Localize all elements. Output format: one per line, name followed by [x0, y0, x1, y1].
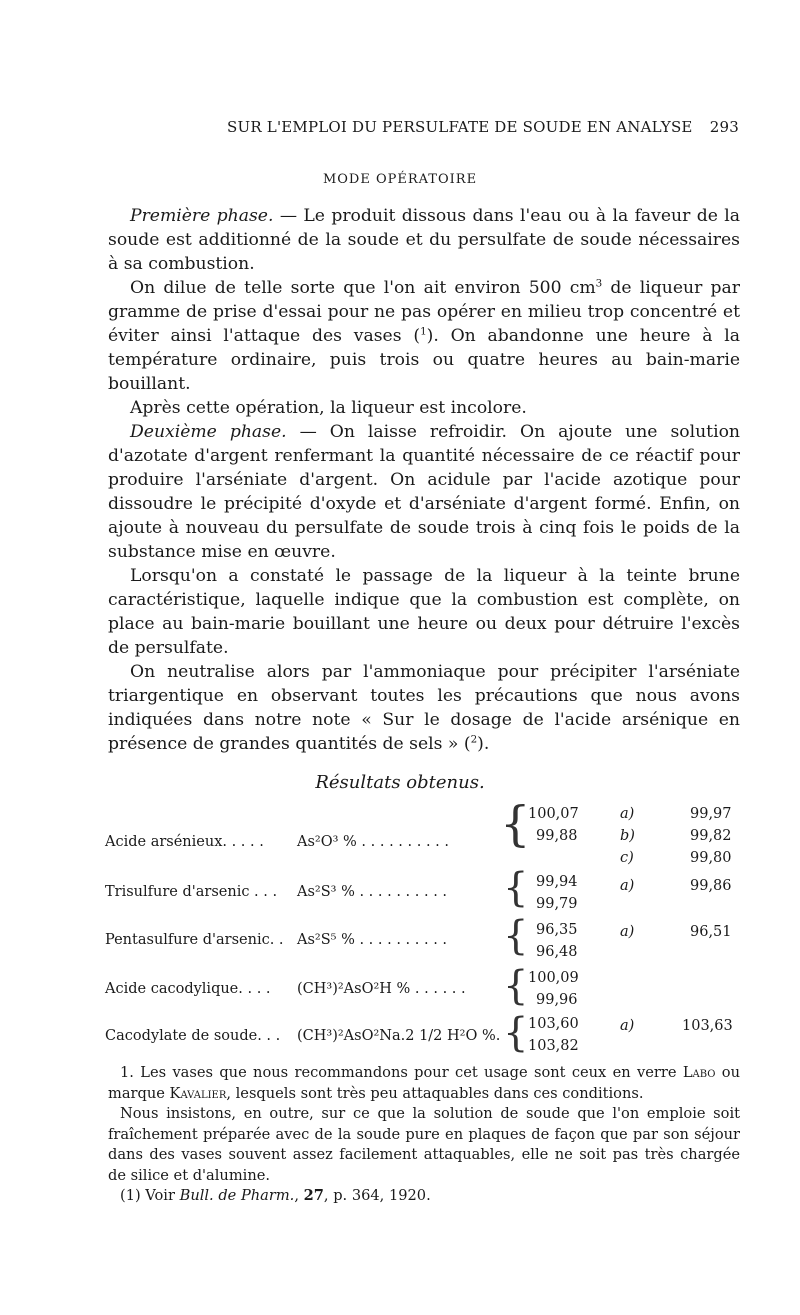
value: 100,09 [528, 970, 579, 986]
value: 96,51 [690, 924, 732, 940]
paragraph-text: — On laisse refroidir. On ajoute une solution d'azotate d'argent renfermant la quantité nécessaire de ce réactif pour produire l'arséniate d'argent. On acidule par l'acide azotique pour dissoudre le précipité d'oxyde et d'arséniate d'argent formé. Enfin, on ajoute à nouveau du persulfate de soude trois à cinq fois le poids de la substance mise en œuvre. [108, 422, 740, 562]
body-text [108, 204, 740, 756]
running-head-title: SUR L'EMPLOI DU PERSULFATE DE SOUDE EN ANALYSE [227, 118, 693, 136]
value: 103,60 [528, 1016, 579, 1032]
footnote-1-continued: Nous insistons, en outre, sur ce que la solution de soude que l'on emploie soit fraîchement préparée avec de la soude pure en plaques de façon que par son séjour dans des vases souvent assez facilement attaquables, elle ne soit pas très chargée de silice et d'alumine. [108, 1105, 740, 1184]
row-formula: As²S³ % . . . . . . . . . . [297, 884, 448, 900]
footnote-text: Les vases que nous recommandons pour cet usage sont ceux en verre [133, 1064, 683, 1081]
row-formula: As²O³ % . . . . . . . . . . [297, 834, 449, 850]
reference-text: , p. 364, 1920. [323, 1187, 431, 1204]
journal-title: Bull. de Pharm. [179, 1187, 295, 1204]
value: 100,07 [528, 806, 579, 822]
row-formula: (CH³)²AsO²H % . . . . . . [297, 981, 466, 997]
paragraph-premiere-phase [108, 204, 740, 276]
results-title: Résultats obtenus. [315, 772, 485, 793]
brace: { [503, 1010, 529, 1056]
footnotes [108, 1063, 740, 1207]
reference-text: , [294, 1187, 304, 1204]
value: 99,97 [690, 806, 732, 822]
value: 96,35 [536, 922, 578, 938]
label: c) [620, 850, 634, 866]
reference-1 [108, 1186, 740, 1207]
value: 99,88 [536, 828, 578, 844]
brace: { [503, 913, 529, 959]
value: 99,80 [690, 850, 732, 866]
footnote-ref[interactable]: 1 [420, 325, 427, 338]
paragraph-text: de liqueur par gramme de prise d'essai pour ne pas opérer en milieu trop concentré et éviter ainsi l'attaque des vases ( [108, 278, 740, 346]
brace: { [500, 796, 531, 852]
value: 99,86 [690, 878, 732, 894]
brand-name: Kavalier [169, 1084, 227, 1102]
value: 99,94 [536, 874, 578, 890]
paragraph-teinte-brune: Lorsqu'on a constaté le passage de la liqueur à la teinte brune caractéristique, laquelle indique que la combustion est complète, on place au bain-marie bouillant une heure ou deux pour détruire l'excès de persulfate. [108, 566, 740, 658]
superscript: 3 [595, 277, 603, 290]
reference-text: (1) Voir [120, 1187, 180, 1204]
row-name-acide-arsenieux: Acide arsénieux. . . . . [105, 834, 264, 850]
journal-volume: 27 [303, 1187, 324, 1204]
paragraph-text: ). [477, 734, 490, 754]
brand-name: Labo [682, 1064, 716, 1081]
paragraph-incolore: Après cette opération, la liqueur est incolore. [130, 398, 527, 418]
row-name-acide-cacodylique: Acide cacodylique. . . . [105, 981, 271, 997]
value: 99,79 [536, 896, 578, 912]
row-name-cacodylate: Cacodylate de soude. . . [105, 1028, 281, 1044]
results-table [0, 796, 800, 1056]
value: 103,82 [528, 1038, 579, 1054]
brace: { [503, 865, 529, 911]
value: 99,82 [690, 828, 732, 844]
row-formula: As²S⁵ % . . . . . . . . . . [297, 932, 448, 948]
value: 96,48 [536, 944, 578, 960]
paragraph-text: ). On abandonne une heure à la température ordinaire, puis trois ou quatre heures au bain-marie bouillant. [108, 326, 740, 394]
paragraph-dilution [108, 276, 740, 396]
row-name-pentasulfure: Pentasulfure d'arsenic. . [105, 932, 284, 948]
footnote-number: 1. [120, 1064, 134, 1081]
footnote-text: , lesquels sont très peu attaquables dans ces conditions. [226, 1084, 644, 1102]
brace: { [503, 963, 529, 1009]
value: 99,96 [536, 992, 578, 1008]
label: a) [620, 878, 635, 894]
label: a) [620, 924, 635, 940]
value: 103,63 [682, 1018, 733, 1034]
phase-label: Deuxième phase. [130, 422, 287, 442]
paragraph-text: On neutralise alors par l'ammoniaque pour précipiter l'arséniate triargentique en observant toutes les précautions que nous avons indiquées dans notre note « Sur le dosage de l'acide arsénique en présence de grandes quantités de sels » ( [108, 662, 740, 754]
section-title: MODE OPÉRATOIRE [322, 172, 478, 187]
label: a) [620, 1018, 635, 1034]
footnote-text: ou marque [108, 1064, 740, 1102]
paragraph-text: — Le produit dissous dans l'eau ou à la faveur de la soude est additionné de la soude et du persulfate de soude nécessaires à sa combustion. [108, 206, 740, 274]
paragraph-deuxieme-phase [108, 420, 740, 564]
row-formula: (CH³)²AsO²Na.2 1/2 H²O %. [297, 1028, 501, 1044]
paragraph-neutralisation [108, 660, 740, 756]
row-name-trisulfure: Trisulfure d'arsenic . . . [105, 884, 278, 900]
phase-label: Première phase. [130, 206, 274, 226]
footnote-1 [108, 1063, 740, 1104]
page-number: 293 [709, 118, 739, 136]
footnote-ref[interactable]: 2 [470, 733, 478, 746]
paragraph-text: On dilue de telle sorte que l'on ait environ 500 cm [130, 278, 596, 298]
label: b) [620, 828, 635, 844]
label: a) [620, 806, 635, 822]
